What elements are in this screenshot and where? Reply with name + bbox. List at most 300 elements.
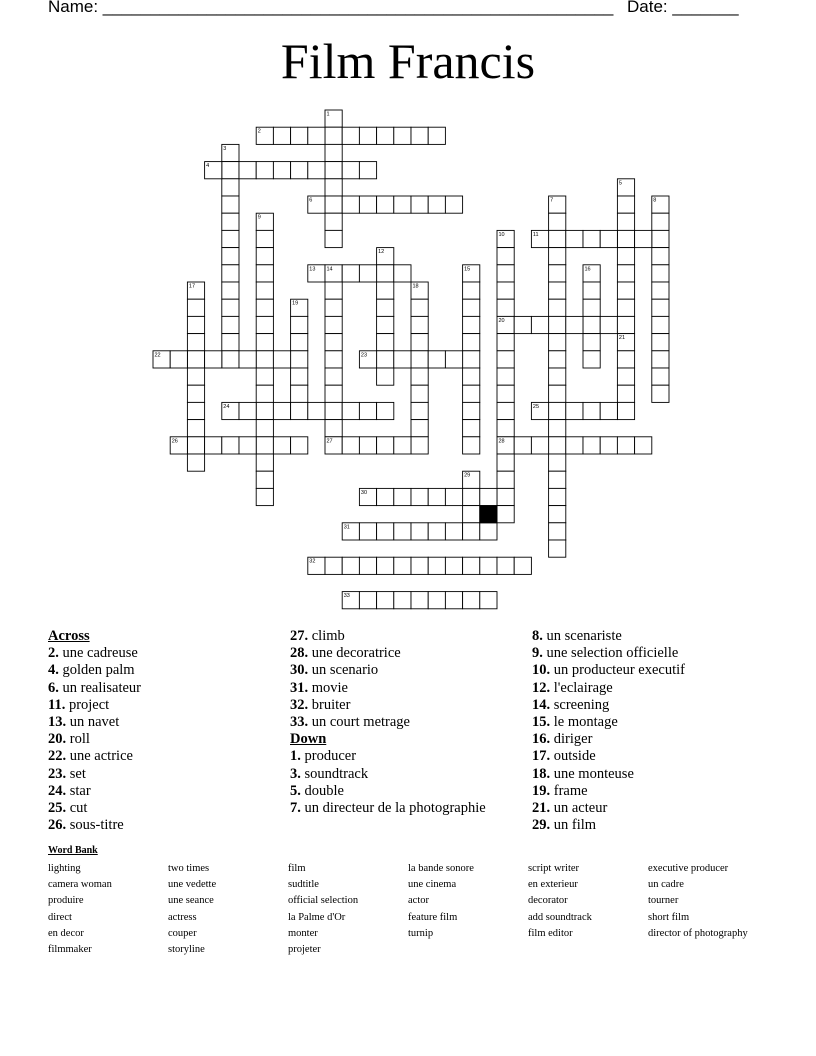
grid-cell[interactable] bbox=[394, 437, 411, 454]
grid-cell[interactable] bbox=[617, 299, 634, 316]
grid-cell[interactable] bbox=[549, 385, 566, 402]
grid-cell[interactable] bbox=[445, 196, 462, 213]
grid-cell[interactable] bbox=[463, 316, 480, 333]
clue-number: 4 bbox=[206, 163, 210, 170]
grid-cell[interactable] bbox=[652, 265, 669, 282]
grid-cell[interactable] bbox=[463, 506, 480, 523]
grid-cell[interactable] bbox=[463, 557, 480, 574]
grid-cell[interactable] bbox=[617, 230, 634, 247]
grid-cell[interactable] bbox=[291, 334, 308, 351]
grid-cell[interactable] bbox=[325, 385, 342, 402]
grid-cell[interactable] bbox=[549, 334, 566, 351]
grid-cell[interactable] bbox=[325, 402, 342, 419]
grid-cell[interactable] bbox=[549, 540, 566, 557]
clue-across-30: 30. un scenario bbox=[290, 662, 379, 679]
clue-number: 17 bbox=[188, 283, 196, 290]
word-bank-item: script writer bbox=[528, 863, 580, 874]
grid-cell[interactable] bbox=[428, 557, 445, 574]
grid-cell[interactable] bbox=[411, 420, 428, 437]
grid-cell[interactable] bbox=[377, 402, 394, 419]
grid-cell[interactable] bbox=[359, 557, 376, 574]
clue-down-15: 15. le montage bbox=[532, 714, 618, 731]
grid-cell[interactable] bbox=[549, 265, 566, 282]
grid-cell[interactable] bbox=[377, 316, 394, 333]
grid-cell[interactable] bbox=[222, 162, 239, 179]
clue-number: 5 bbox=[618, 180, 622, 187]
grid-cell[interactable] bbox=[205, 437, 222, 454]
grid-cell[interactable] bbox=[652, 334, 669, 351]
clue-across-32: 32. bruiter bbox=[290, 696, 351, 713]
grid-cell[interactable] bbox=[342, 437, 359, 454]
grid-cell[interactable] bbox=[411, 316, 428, 333]
grid-cell[interactable] bbox=[325, 351, 342, 368]
grid-cell[interactable] bbox=[256, 282, 273, 299]
grid-cell[interactable] bbox=[411, 385, 428, 402]
grid-cell[interactable] bbox=[411, 127, 428, 144]
grid-cell[interactable] bbox=[497, 402, 514, 419]
grid-cell[interactable] bbox=[617, 248, 634, 265]
word-bank-item: en exterieur bbox=[528, 879, 578, 891]
grid-cell[interactable] bbox=[652, 282, 669, 299]
grid-cell[interactable] bbox=[652, 213, 669, 230]
clue-number: 10 bbox=[498, 231, 505, 238]
grid-cell[interactable] bbox=[325, 162, 342, 179]
grid-cell[interactable] bbox=[187, 334, 204, 351]
grid-cell[interactable] bbox=[617, 316, 634, 333]
grid-cell[interactable] bbox=[428, 196, 445, 213]
grid-cell[interactable] bbox=[359, 162, 376, 179]
grid-cell[interactable] bbox=[359, 402, 376, 419]
grid-cell[interactable] bbox=[583, 402, 600, 419]
grid-cell[interactable] bbox=[549, 282, 566, 299]
grid-cell[interactable] bbox=[273, 351, 290, 368]
grid-cell[interactable] bbox=[377, 282, 394, 299]
grid-cell[interactable] bbox=[480, 523, 497, 540]
grid-cell[interactable] bbox=[583, 299, 600, 316]
grid-cell[interactable] bbox=[187, 385, 204, 402]
grid-cell[interactable] bbox=[549, 420, 566, 437]
grid-cell[interactable] bbox=[617, 437, 634, 454]
grid-cell[interactable] bbox=[256, 230, 273, 247]
grid-cell[interactable] bbox=[325, 179, 342, 196]
grid-cell[interactable] bbox=[463, 402, 480, 419]
grid-cell[interactable] bbox=[463, 282, 480, 299]
grid-cell[interactable] bbox=[480, 592, 497, 609]
grid-cell[interactable] bbox=[377, 437, 394, 454]
grid-cell[interactable] bbox=[635, 437, 652, 454]
clue-number: 33 bbox=[343, 593, 350, 600]
grid-cell[interactable] bbox=[549, 506, 566, 523]
grid-cell[interactable] bbox=[377, 334, 394, 351]
grid-cell[interactable] bbox=[463, 420, 480, 437]
grid-cell[interactable] bbox=[394, 523, 411, 540]
grid-cell[interactable] bbox=[411, 196, 428, 213]
grid-cell[interactable] bbox=[325, 316, 342, 333]
grid-cell[interactable] bbox=[222, 248, 239, 265]
grid-cell[interactable] bbox=[325, 127, 342, 144]
grid-cell[interactable] bbox=[549, 402, 566, 419]
grid-cell[interactable] bbox=[600, 402, 617, 419]
clue-number: 21 bbox=[618, 335, 626, 342]
clue-down-16: 16. diriger bbox=[532, 731, 593, 748]
grid-cell[interactable] bbox=[549, 299, 566, 316]
grid-cell[interactable] bbox=[428, 488, 445, 505]
grid-cell[interactable] bbox=[325, 282, 342, 299]
grid-cell[interactable] bbox=[566, 402, 583, 419]
grid-cell[interactable] bbox=[359, 523, 376, 540]
grid-cell[interactable] bbox=[187, 402, 204, 419]
grid-cell[interactable] bbox=[222, 316, 239, 333]
grid-cell[interactable] bbox=[428, 523, 445, 540]
grid-cell[interactable] bbox=[325, 213, 342, 230]
down-heading: Down bbox=[290, 731, 327, 748]
word-bank-item: short film bbox=[648, 911, 690, 923]
grid-cell[interactable] bbox=[222, 196, 239, 213]
grid-cell[interactable] bbox=[325, 557, 342, 574]
grid-cell[interactable] bbox=[583, 334, 600, 351]
grid-cell[interactable] bbox=[325, 144, 342, 161]
grid-cell[interactable] bbox=[549, 351, 566, 368]
grid-cell[interactable] bbox=[549, 248, 566, 265]
grid-cell[interactable] bbox=[394, 592, 411, 609]
clues-column-2 bbox=[290, 628, 490, 817]
grid-cell[interactable] bbox=[463, 488, 480, 505]
grid-cell[interactable] bbox=[291, 127, 308, 144]
grid-cell[interactable] bbox=[652, 299, 669, 316]
grid-cell[interactable] bbox=[394, 488, 411, 505]
grid-cell[interactable] bbox=[256, 385, 273, 402]
grid-cell[interactable] bbox=[445, 557, 462, 574]
grid-cell[interactable] bbox=[239, 402, 256, 419]
grid-cell[interactable] bbox=[256, 248, 273, 265]
grid-cell[interactable] bbox=[325, 368, 342, 385]
grid-cell[interactable] bbox=[256, 162, 273, 179]
grid-cell[interactable] bbox=[463, 368, 480, 385]
clue-across-23: 23. set bbox=[48, 765, 86, 782]
grid-cell[interactable] bbox=[411, 351, 428, 368]
grid-cell[interactable] bbox=[497, 420, 514, 437]
grid-cell[interactable] bbox=[549, 230, 566, 247]
grid-cell[interactable] bbox=[445, 351, 462, 368]
grid-cell[interactable] bbox=[256, 265, 273, 282]
grid-cell[interactable] bbox=[411, 557, 428, 574]
grid-cell[interactable] bbox=[187, 351, 204, 368]
clue-number: 30 bbox=[360, 489, 368, 496]
grid-cell[interactable] bbox=[617, 385, 634, 402]
word-bank-item: camera woman bbox=[48, 879, 112, 891]
grid-cell[interactable] bbox=[463, 351, 480, 368]
grid-cell[interactable] bbox=[497, 248, 514, 265]
grid-cell[interactable] bbox=[411, 368, 428, 385]
word-bank-item: monter bbox=[288, 927, 318, 939]
grid-cell[interactable] bbox=[497, 282, 514, 299]
grid-cell[interactable] bbox=[394, 557, 411, 574]
grid-cell[interactable] bbox=[239, 351, 256, 368]
grid-cell[interactable] bbox=[583, 316, 600, 333]
grid-cell[interactable] bbox=[291, 402, 308, 419]
grid-cell[interactable] bbox=[497, 299, 514, 316]
grid-cell[interactable] bbox=[325, 299, 342, 316]
grid-cell[interactable] bbox=[239, 437, 256, 454]
grid-cell[interactable] bbox=[549, 471, 566, 488]
grid-cell[interactable] bbox=[325, 196, 342, 213]
grid-cell[interactable] bbox=[222, 299, 239, 316]
grid-cell[interactable] bbox=[256, 454, 273, 471]
grid-cell[interactable] bbox=[342, 162, 359, 179]
grid-cell[interactable] bbox=[222, 265, 239, 282]
grid-cell[interactable] bbox=[617, 213, 634, 230]
grid-cell[interactable] bbox=[377, 196, 394, 213]
grid-cell[interactable] bbox=[222, 282, 239, 299]
grid-cell[interactable] bbox=[256, 316, 273, 333]
grid-cell[interactable] bbox=[256, 351, 273, 368]
grid-cell[interactable] bbox=[291, 437, 308, 454]
grid-cell[interactable] bbox=[617, 368, 634, 385]
grid-cell[interactable] bbox=[359, 592, 376, 609]
word-bank-item: projeter bbox=[288, 944, 321, 956]
grid-cell[interactable] bbox=[308, 402, 325, 419]
grid-cell[interactable] bbox=[428, 351, 445, 368]
grid-cell[interactable] bbox=[256, 402, 273, 419]
grid-cell[interactable] bbox=[652, 368, 669, 385]
grid-cell[interactable] bbox=[170, 351, 187, 368]
clue-across-4: 4. golden palm bbox=[48, 662, 135, 679]
grid-cell[interactable] bbox=[222, 437, 239, 454]
clue-down-19: 19. frame bbox=[532, 782, 588, 799]
clue-across-33: 33. un court metrage bbox=[290, 714, 410, 731]
grid-cell[interactable] bbox=[463, 385, 480, 402]
grid-cell[interactable] bbox=[256, 299, 273, 316]
grid-cell[interactable] bbox=[291, 385, 308, 402]
grid-cell[interactable] bbox=[583, 230, 600, 247]
word-bank-item: two times bbox=[168, 863, 210, 874]
grid-cell[interactable] bbox=[635, 230, 652, 247]
grid-cell[interactable] bbox=[342, 265, 359, 282]
grid-cell[interactable] bbox=[308, 127, 325, 144]
grid-cell[interactable] bbox=[187, 420, 204, 437]
grid-cell[interactable] bbox=[428, 127, 445, 144]
clue-down-21: 21. un acteur bbox=[532, 800, 608, 817]
clue-number: 24 bbox=[223, 403, 230, 410]
word-bank-item: filmmaker bbox=[48, 944, 92, 956]
word-bank-item: film editor bbox=[528, 927, 573, 939]
page-title: Film Francis bbox=[280, 33, 536, 89]
clue-down-3: 3. soundtrack bbox=[290, 765, 369, 782]
word-bank-item: une cinema bbox=[408, 879, 457, 891]
grid-cell[interactable] bbox=[445, 523, 462, 540]
grid-cell[interactable] bbox=[377, 127, 394, 144]
grid-cell[interactable] bbox=[463, 299, 480, 316]
grid-cell[interactable] bbox=[222, 230, 239, 247]
grid-cell[interactable] bbox=[291, 368, 308, 385]
grid-cell[interactable] bbox=[549, 213, 566, 230]
word-bank-item: tourner bbox=[648, 895, 679, 907]
grid-cell[interactable] bbox=[205, 351, 222, 368]
grid-cell[interactable] bbox=[411, 437, 428, 454]
grid-cell[interactable] bbox=[256, 334, 273, 351]
grid-cell[interactable] bbox=[222, 351, 239, 368]
grid-cell[interactable] bbox=[445, 592, 462, 609]
word-bank-item: la Palme d'Or bbox=[288, 911, 346, 923]
grid-cell[interactable] bbox=[531, 437, 548, 454]
grid-cell[interactable] bbox=[411, 592, 428, 609]
word-bank-item: feature film bbox=[408, 911, 458, 923]
grid-cell[interactable] bbox=[514, 437, 531, 454]
grid-cell[interactable] bbox=[566, 437, 583, 454]
grid-cell[interactable] bbox=[187, 437, 204, 454]
grid-cell[interactable] bbox=[377, 299, 394, 316]
clues-column-1 bbox=[48, 628, 141, 834]
grid-cell[interactable] bbox=[273, 402, 290, 419]
grid-cell[interactable] bbox=[411, 488, 428, 505]
grid-cell[interactable] bbox=[377, 557, 394, 574]
word-bank-item: actress bbox=[168, 911, 197, 923]
grid-cell[interactable] bbox=[497, 351, 514, 368]
word-bank-item: official selection bbox=[288, 895, 359, 907]
grid-cell[interactable] bbox=[273, 162, 290, 179]
grid-cell[interactable] bbox=[222, 179, 239, 196]
grid-cell[interactable] bbox=[583, 351, 600, 368]
grid-cell[interactable] bbox=[583, 437, 600, 454]
grid-cell[interactable] bbox=[411, 402, 428, 419]
grid-cell[interactable] bbox=[463, 334, 480, 351]
grid-cell[interactable] bbox=[617, 351, 634, 368]
grid-cell[interactable] bbox=[359, 196, 376, 213]
grid-cell[interactable] bbox=[600, 316, 617, 333]
grid-cell[interactable] bbox=[652, 351, 669, 368]
grid-cell[interactable] bbox=[549, 488, 566, 505]
grid-cell[interactable] bbox=[325, 334, 342, 351]
grid-cell[interactable] bbox=[463, 437, 480, 454]
grid-cell[interactable] bbox=[549, 523, 566, 540]
grid-cell[interactable] bbox=[514, 316, 531, 333]
grid-cell[interactable] bbox=[222, 213, 239, 230]
grid-cell[interactable] bbox=[652, 385, 669, 402]
grid-cell[interactable] bbox=[394, 196, 411, 213]
grid-cell[interactable] bbox=[256, 437, 273, 454]
grid-cell[interactable] bbox=[377, 488, 394, 505]
grid-cell[interactable] bbox=[291, 162, 308, 179]
grid-cell[interactable] bbox=[256, 488, 273, 505]
grid-cell[interactable] bbox=[617, 265, 634, 282]
grid-cell[interactable] bbox=[617, 402, 634, 419]
clue-number: 25 bbox=[532, 403, 540, 410]
clue-number: 6 bbox=[309, 197, 313, 204]
grid-cell[interactable] bbox=[497, 334, 514, 351]
grid-cell[interactable] bbox=[377, 592, 394, 609]
grid-cell[interactable] bbox=[308, 162, 325, 179]
grid-cell[interactable] bbox=[359, 265, 376, 282]
grid-cell[interactable] bbox=[394, 351, 411, 368]
grid-cell[interactable] bbox=[342, 402, 359, 419]
grid-cell[interactable] bbox=[617, 282, 634, 299]
grid-cell[interactable] bbox=[256, 471, 273, 488]
grid-cell[interactable] bbox=[428, 592, 445, 609]
grid-cell[interactable] bbox=[549, 316, 566, 333]
clue-across-20: 20. roll bbox=[48, 731, 90, 748]
grid-cell[interactable] bbox=[394, 265, 411, 282]
grid-cell[interactable] bbox=[463, 592, 480, 609]
grid-cell[interactable] bbox=[187, 454, 204, 471]
grid-cell[interactable] bbox=[359, 437, 376, 454]
grid-cell[interactable] bbox=[480, 557, 497, 574]
grid-cell[interactable] bbox=[600, 437, 617, 454]
grid-cell[interactable] bbox=[497, 265, 514, 282]
grid-cell[interactable] bbox=[652, 248, 669, 265]
grid-cell[interactable] bbox=[222, 334, 239, 351]
grid-cell[interactable] bbox=[411, 523, 428, 540]
grid-cell[interactable] bbox=[531, 316, 548, 333]
word-bank-item: add soundtrack bbox=[528, 911, 592, 923]
grid-cell[interactable] bbox=[291, 351, 308, 368]
grid-cell[interactable] bbox=[497, 454, 514, 471]
grid-cell[interactable] bbox=[411, 299, 428, 316]
grid-cell[interactable] bbox=[377, 265, 394, 282]
grid-cell[interactable] bbox=[256, 368, 273, 385]
clue-down-9: 9. une selection officielle bbox=[532, 645, 679, 662]
grid-cell[interactable] bbox=[480, 488, 497, 505]
grid-cell[interactable] bbox=[342, 557, 359, 574]
grid-cell[interactable] bbox=[497, 557, 514, 574]
name-field[interactable]: Name: ______________________________________________________ bbox=[48, 0, 614, 16]
grid-cell[interactable] bbox=[463, 523, 480, 540]
grid-cell[interactable] bbox=[394, 127, 411, 144]
grid-cell[interactable] bbox=[187, 368, 204, 385]
grid-cell[interactable] bbox=[187, 316, 204, 333]
grid-cell[interactable] bbox=[600, 230, 617, 247]
grid-cell[interactable] bbox=[652, 316, 669, 333]
grid-cell[interactable] bbox=[497, 385, 514, 402]
grid-cell[interactable] bbox=[239, 162, 256, 179]
grid-cell[interactable] bbox=[445, 488, 462, 505]
grid-cell[interactable] bbox=[342, 127, 359, 144]
grid-cell[interactable] bbox=[497, 488, 514, 505]
grid-cell[interactable] bbox=[549, 437, 566, 454]
clue-number: 2 bbox=[257, 128, 261, 135]
date-field[interactable]: Date: _______ bbox=[627, 0, 739, 16]
grid-cell[interactable] bbox=[325, 420, 342, 437]
grid-cell[interactable] bbox=[566, 230, 583, 247]
grid-cell[interactable] bbox=[187, 299, 204, 316]
grid-cell[interactable] bbox=[256, 420, 273, 437]
grid-cell[interactable] bbox=[342, 196, 359, 213]
grid-cell[interactable] bbox=[617, 196, 634, 213]
word-bank-item: director of photography bbox=[648, 927, 748, 939]
word-bank-item: une seance bbox=[168, 895, 214, 907]
grid-cell[interactable] bbox=[291, 316, 308, 333]
grid-cell[interactable] bbox=[652, 230, 669, 247]
clue-across-27: 27. climb bbox=[290, 628, 345, 644]
grid-cell[interactable] bbox=[377, 351, 394, 368]
grid-cell[interactable] bbox=[566, 316, 583, 333]
grid-cell[interactable] bbox=[377, 368, 394, 385]
grid-cell[interactable] bbox=[497, 368, 514, 385]
grid-cell[interactable] bbox=[273, 437, 290, 454]
grid-cell[interactable] bbox=[325, 230, 342, 247]
grid-cell[interactable] bbox=[549, 368, 566, 385]
word-bank-item: lighting bbox=[48, 863, 81, 874]
grid-cell[interactable] bbox=[273, 127, 290, 144]
clue-number: 3 bbox=[223, 145, 227, 152]
grid-cell[interactable] bbox=[411, 334, 428, 351]
grid-cell[interactable] bbox=[549, 454, 566, 471]
grid-cell[interactable] bbox=[377, 523, 394, 540]
grid-cell[interactable] bbox=[359, 127, 376, 144]
grid-cell[interactable] bbox=[514, 557, 531, 574]
grid-cell[interactable] bbox=[583, 282, 600, 299]
grid-cell[interactable] bbox=[497, 506, 514, 523]
grid-cell[interactable] bbox=[497, 471, 514, 488]
